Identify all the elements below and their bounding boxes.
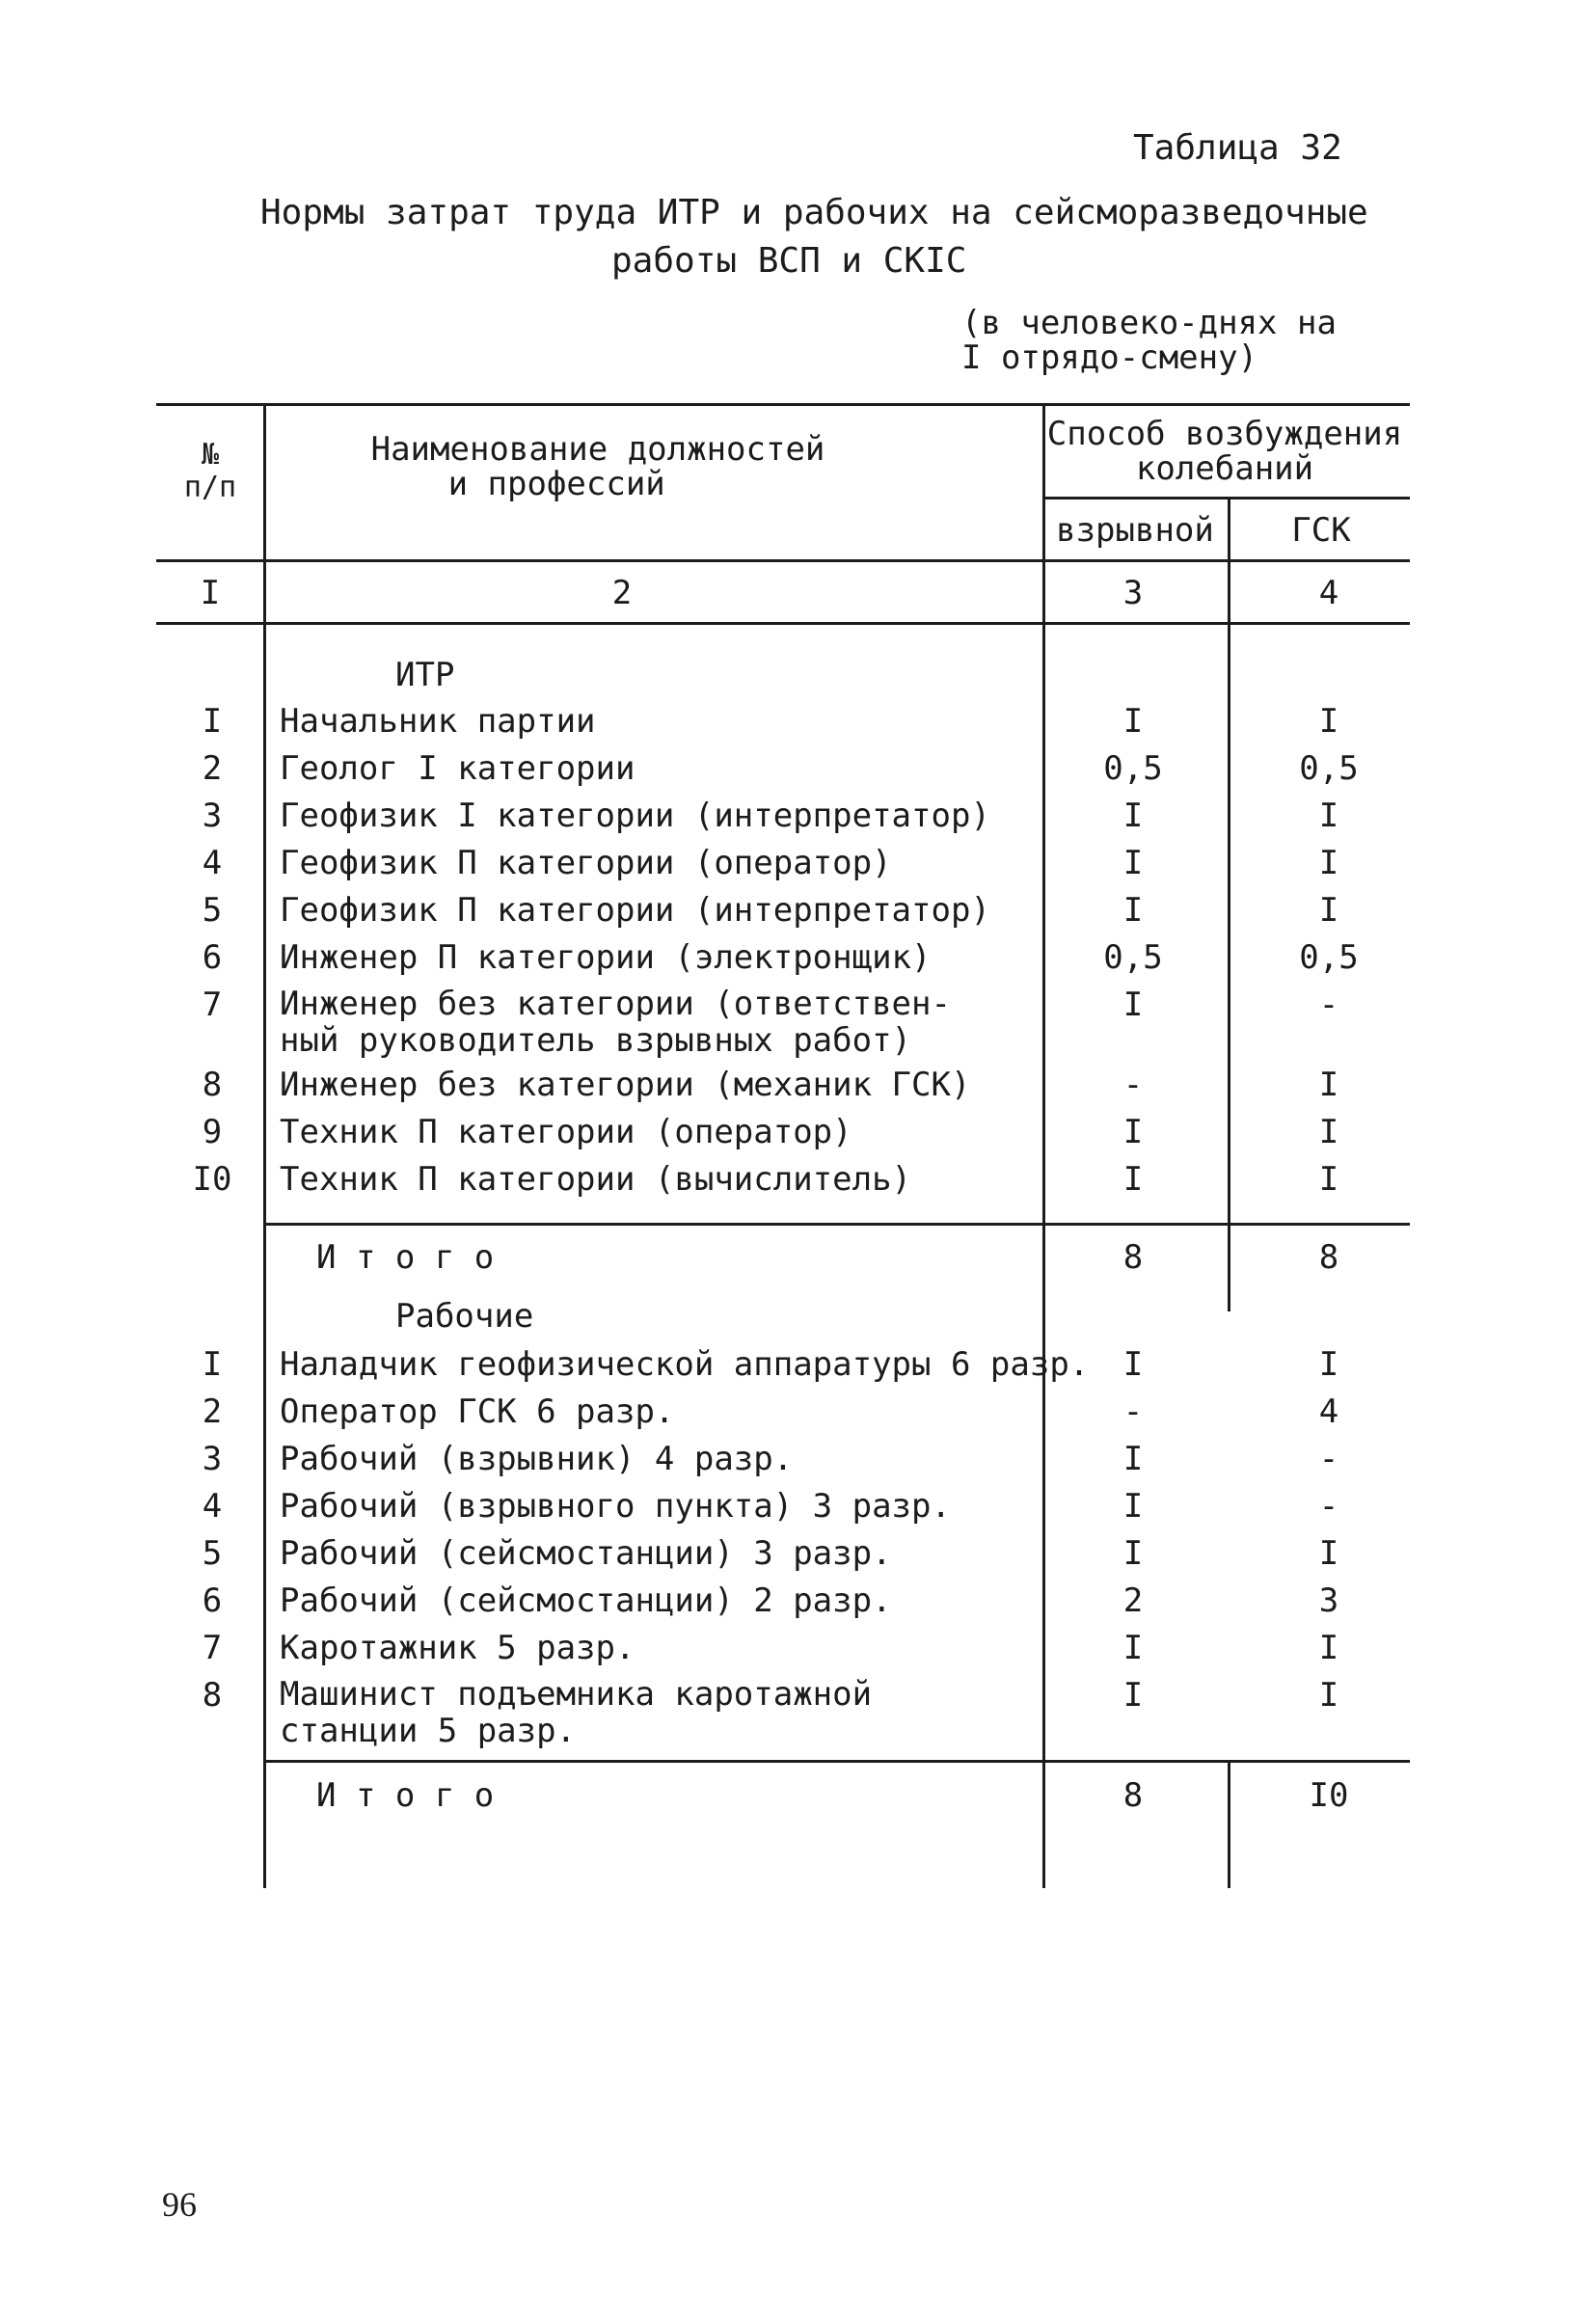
row-number: 6 — [202, 1581, 223, 1620]
table-row — [154, 1066, 1427, 1112]
row-value-gsk: I — [1318, 891, 1339, 930]
row-value-gsk: - — [1318, 1440, 1339, 1478]
table-row — [154, 702, 1427, 748]
row-value-explosive: I — [1122, 797, 1144, 835]
col-number-2: 2 — [611, 574, 633, 612]
row-name-line1: Машинист подъемника каротажной — [280, 1675, 873, 1714]
row-value-gsk: I — [1318, 1676, 1339, 1715]
row-number: 3 — [202, 797, 223, 835]
row-number: I0 — [192, 1160, 232, 1199]
row-value-explosive: I — [1122, 702, 1144, 741]
header-method-cell — [1047, 417, 1402, 486]
row-name: Рабочий (взрывник) 4 разр. — [280, 1440, 794, 1478]
header-name-cell — [371, 432, 825, 501]
table-row — [154, 1487, 1427, 1533]
row-name: Геолог I категории — [280, 749, 635, 788]
table-row — [154, 938, 1427, 985]
table-row — [154, 1629, 1427, 1675]
row-value-gsk: 0,5 — [1299, 938, 1359, 977]
row-number: 6 — [202, 938, 223, 977]
section-workers-heading: Рабочие — [395, 1297, 534, 1336]
row-value-gsk: I — [1318, 702, 1339, 741]
row-value-explosive: - — [1122, 1066, 1144, 1104]
table-row — [154, 1113, 1427, 1159]
row-name — [280, 1676, 872, 1749]
row-value-explosive: - — [1122, 1392, 1144, 1431]
col-number-4: 4 — [1318, 574, 1339, 612]
colnum-bottom-rule — [156, 622, 1410, 625]
table-row — [154, 749, 1427, 796]
header-method-line2: колебаний — [1135, 449, 1314, 488]
total-label: И т о г о — [316, 1238, 495, 1277]
row-value-gsk: - — [1318, 986, 1339, 1024]
table-title-line1: Нормы затрат труда ИТР и рабочих на сейсморазведочные — [260, 193, 1368, 232]
header-num-line1: № — [201, 438, 220, 472]
row-name: Каротажник 5 разр. — [280, 1629, 635, 1667]
row-name — [280, 986, 951, 1059]
total-value-explosive: 8 — [1122, 1238, 1144, 1277]
row-value-explosive: I — [1122, 1440, 1144, 1478]
row-value-gsk: I — [1318, 1113, 1339, 1151]
table-row — [154, 891, 1427, 937]
row-name: Рабочий (сейсмостанции) 3 разр. — [280, 1534, 892, 1573]
itr-total-rule — [265, 1223, 1410, 1226]
row-value-explosive: I — [1122, 1345, 1144, 1384]
row-value-gsk: I — [1318, 1160, 1339, 1199]
page-number: 96 — [162, 2185, 197, 2224]
row-value-explosive: I — [1122, 844, 1144, 882]
row-name: Начальник партии — [280, 702, 596, 741]
table-row — [154, 1676, 1427, 1753]
row-value-gsk: 4 — [1318, 1392, 1339, 1431]
header-method-line1: Способ возбуждения — [1046, 415, 1403, 453]
row-number: 3 — [202, 1440, 223, 1478]
row-number: 2 — [202, 749, 223, 788]
table-row — [154, 797, 1427, 843]
workers-total-rule — [265, 1760, 1410, 1763]
table-row — [154, 844, 1427, 890]
header-name-line1: Наименование должностей — [370, 430, 825, 469]
row-number: 8 — [202, 1676, 223, 1715]
row-name-line2: ный руководитель взрывных работ) — [280, 1021, 912, 1060]
total-label: И т о г о — [316, 1776, 495, 1815]
header-col3: взрывной — [1056, 511, 1214, 550]
row-name: Рабочий (сейсмостанции) 2 разр. — [280, 1581, 892, 1620]
row-number: 4 — [202, 1487, 223, 1526]
header-name-line2: и профессий — [447, 465, 665, 503]
row-value-gsk: I — [1318, 1345, 1339, 1384]
header-num-line2: п/п — [183, 471, 237, 504]
row-name-line2: станции 5 разр. — [280, 1712, 577, 1750]
row-name: Наладчик геофизической аппаратуры 6 разр. — [280, 1345, 1090, 1384]
row-value-gsk: - — [1318, 1487, 1339, 1526]
row-value-explosive: I — [1122, 1676, 1144, 1715]
row-name: Геофизик I категории (интерпретатор) — [280, 797, 990, 835]
units-line1: (в человеко-днях на — [961, 304, 1337, 342]
row-number: 2 — [202, 1392, 223, 1431]
row-value-explosive: I — [1122, 1160, 1144, 1199]
table-row — [154, 986, 1427, 1063]
row-number: 4 — [202, 844, 223, 882]
row-number: 7 — [202, 986, 223, 1024]
section-itr-heading: ИТР — [395, 656, 455, 694]
row-name: Рабочий (взрывного пункта) 3 разр. — [280, 1487, 951, 1526]
table-row — [154, 1534, 1427, 1581]
col-number-3: 3 — [1122, 574, 1144, 612]
row-value-explosive: 0,5 — [1103, 749, 1163, 788]
table-top-rule — [156, 403, 1410, 406]
row-number: I — [202, 1345, 223, 1384]
row-value-gsk: 0,5 — [1299, 749, 1359, 788]
total-value-explosive: 8 — [1122, 1776, 1144, 1815]
total-row — [154, 1238, 1427, 1284]
row-number: 5 — [202, 1534, 223, 1573]
row-value-gsk: I — [1318, 844, 1339, 882]
table-row — [154, 1160, 1427, 1206]
row-name: Геофизик П категории (интерпретатор) — [280, 891, 990, 930]
row-number: 9 — [202, 1113, 223, 1151]
row-value-explosive: I — [1122, 1629, 1144, 1667]
row-name-line1: Инженер без категории (ответствен- — [280, 985, 951, 1023]
header-col4: ГСК — [1291, 511, 1351, 550]
table-row — [154, 1392, 1427, 1439]
row-name: Геофизик П категории (оператор) — [280, 844, 892, 882]
row-name: Техник П категории (оператор) — [280, 1113, 852, 1151]
row-number: 5 — [202, 891, 223, 930]
row-value-gsk: I — [1318, 1066, 1339, 1104]
row-name: Оператор ГСК 6 разр. — [280, 1392, 675, 1431]
header-num-cell — [184, 439, 236, 504]
row-value-explosive: I — [1122, 891, 1144, 930]
row-value-gsk: 3 — [1318, 1581, 1339, 1620]
units-line2: I отрядо-смену) — [961, 338, 1258, 377]
row-value-gsk: I — [1318, 797, 1339, 835]
row-value-gsk: I — [1318, 1534, 1339, 1573]
table-row — [154, 1440, 1427, 1486]
row-value-explosive: I — [1122, 1487, 1144, 1526]
total-row — [154, 1776, 1427, 1823]
total-value-gsk: 8 — [1318, 1238, 1339, 1277]
row-number: 8 — [202, 1066, 223, 1104]
row-number: I — [202, 702, 223, 741]
table-label: Таблица 32 — [1133, 128, 1342, 168]
row-name: Техник П категории (вычислитель) — [280, 1160, 912, 1199]
row-value-gsk: I — [1318, 1629, 1339, 1667]
row-value-explosive: 2 — [1122, 1581, 1144, 1620]
row-value-explosive: I — [1122, 1534, 1144, 1573]
row-name: Инженер П категории (электронщик) — [280, 938, 932, 977]
row-value-explosive: I — [1122, 986, 1144, 1024]
table-title-line2: работы ВСП и СКIC — [611, 241, 967, 281]
row-number: 7 — [202, 1629, 223, 1667]
row-value-explosive: 0,5 — [1103, 938, 1163, 977]
table-row — [154, 1345, 1427, 1392]
table-row — [154, 1581, 1427, 1628]
total-value-gsk: I0 — [1309, 1776, 1349, 1815]
row-value-explosive: I — [1122, 1113, 1144, 1151]
row-name: Инженер без категории (механик ГСК) — [280, 1066, 971, 1104]
header-bottom-rule — [156, 559, 1410, 562]
col-number-1: I — [200, 574, 221, 612]
